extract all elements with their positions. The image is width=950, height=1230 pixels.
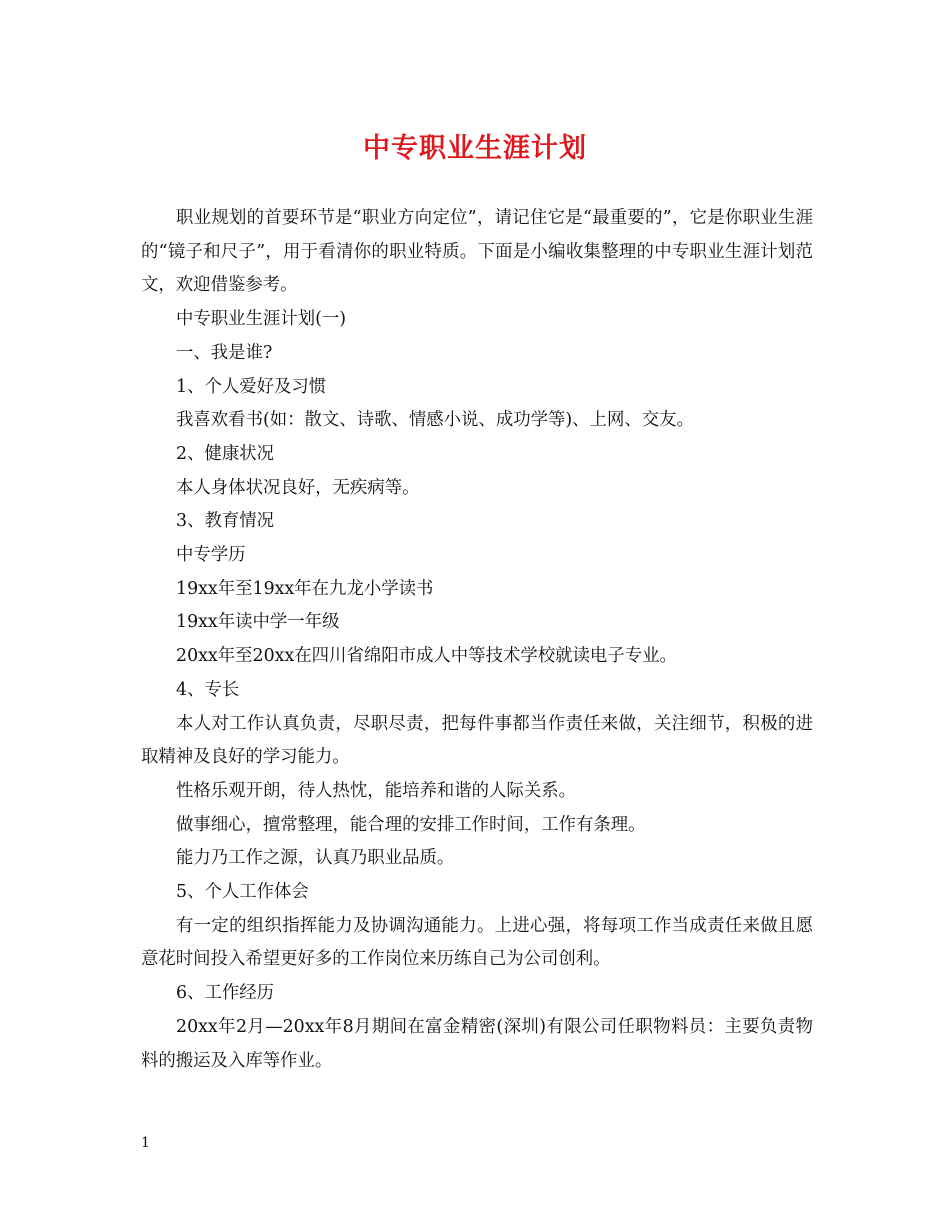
paragraph-strengths-1: 本人对工作认真负责，尽职尽责，把每件事都当作责任来做，关注细节，积极的进取精神及良好的学习能力。 <box>141 713 813 768</box>
item-heading-health: 2、健康状况 <box>176 443 275 464</box>
item-heading-strengths: 4、专长 <box>176 679 240 700</box>
document-body <box>141 202 813 1078</box>
subsection-heading: 一、我是谁? <box>176 342 273 363</box>
item-heading-experience-notes: 5、个人工作体会 <box>176 882 309 903</box>
paragraph-strengths-4: 能力乃工作之源，认真乃职业品质。 <box>176 848 455 869</box>
document-title: 中专职业生涯计划 <box>363 133 587 164</box>
item-heading-hobbies: 1、个人爱好及习惯 <box>176 376 327 397</box>
paragraph-work-history: 20xx年2月—20xx年8月期间在富金精密(深圳)有限公司任职物料员：主要负责物料的搬运及入库等作业。 <box>141 1016 813 1071</box>
paragraph-hobbies: 我喜欢看书(如：散文、诗歌、情感小说、成功学等)、上网、交友。 <box>176 410 694 431</box>
paragraph-education-primary: 19xx年至19xx年在九龙小学读书 <box>176 578 434 599</box>
paragraph-strengths-2: 性格乐观开朗，待人热忱，能培养和谐的人际关系。 <box>176 780 576 801</box>
paragraph-education-level: 中专学历 <box>176 545 246 566</box>
paragraph-experience-notes: 有一定的组织指挥能力及协调沟通能力。上进心强，将每项工作当成责任来做且愿意花时间投入希望更好多的工作岗位来历练自己为公司创利。 <box>141 915 813 970</box>
page-number: 1 <box>141 1135 150 1151</box>
item-heading-education: 3、教育情况 <box>176 511 275 532</box>
paragraph-intro: 职业规划的首要环节是“职业方向定位”，请记住它是“最重要的”，它是你职业生涯的“镜子和尺子”，用于看清你的职业特质。下面是小编收集整理的中专职业生涯计划范文，欢迎借鉴参考。 <box>141 208 813 296</box>
paragraph-health: 本人身体状况良好，无疾病等。 <box>176 477 420 498</box>
section-heading: 中专职业生涯计划(一) <box>176 309 347 330</box>
paragraph-strengths-3: 做事细心，擅常整理，能合理的安排工作时间，工作有条理。 <box>176 814 646 835</box>
item-heading-work-history: 6、工作经历 <box>176 983 275 1004</box>
paragraph-education-middle: 19xx年读中学一年级 <box>176 612 340 633</box>
paragraph-education-technical: 20xx年至20xx在四川省绵阳市成人中等技术学校就读电子专业。 <box>176 646 677 667</box>
